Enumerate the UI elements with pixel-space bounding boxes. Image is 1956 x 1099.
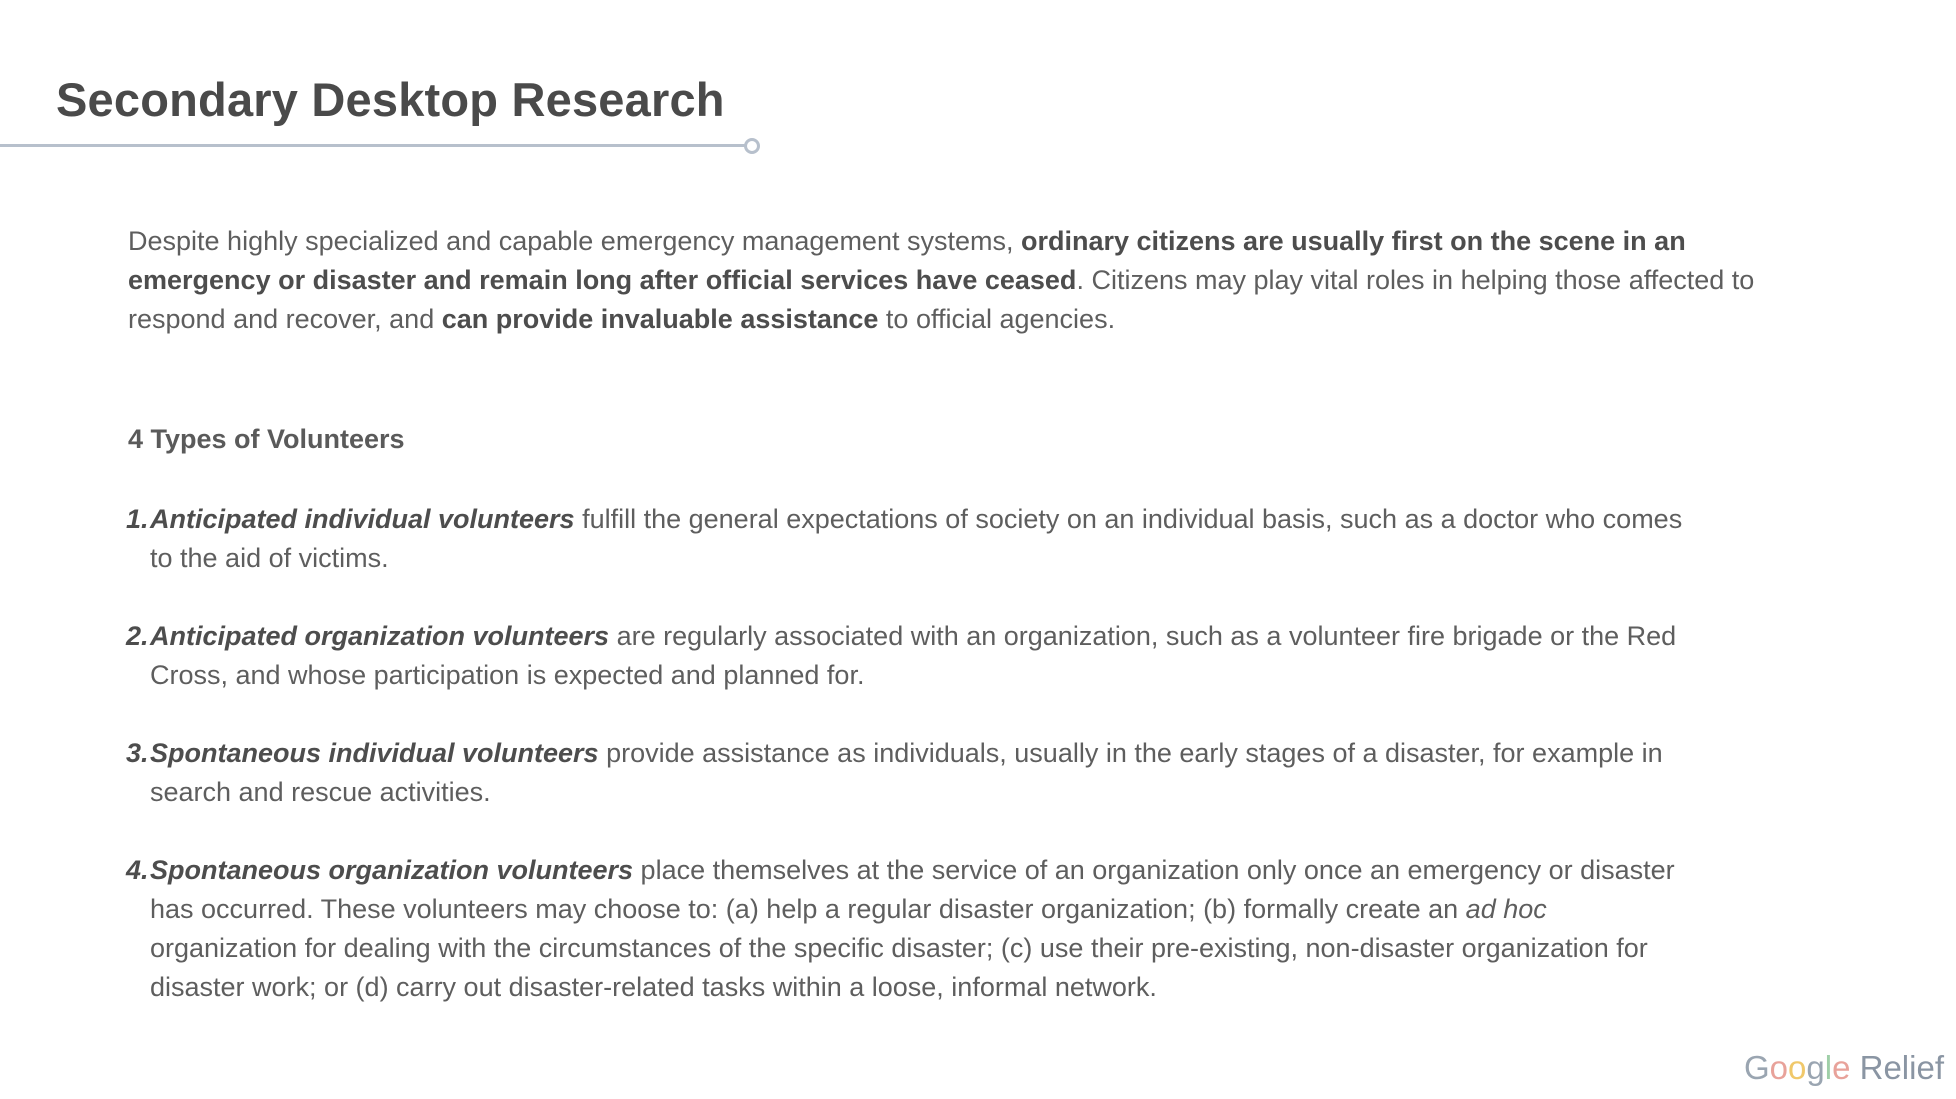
intro-bold-2: can provide invaluable assistance bbox=[441, 304, 879, 334]
type-term: Anticipated individual volunteers bbox=[150, 504, 575, 534]
type-number: 3. bbox=[126, 738, 149, 768]
google-relief-logo: Google Relief bbox=[1744, 1049, 1944, 1086]
types-heading: 4 Types of Volunteers bbox=[128, 424, 405, 454]
volunteer-type-item bbox=[126, 851, 1686, 1007]
type-description: fulfill the general expectations of society on an individual basis, such as a doctor who comes to the aid of victims. bbox=[150, 504, 1683, 573]
title-underline-end-circle bbox=[744, 138, 760, 154]
intro-paragraph bbox=[128, 222, 1828, 339]
type-description-continued: organization for dealing with the circumstances of the specific disaster; (c) use their pre-existing, non-disaster organization for disaster work; or (d) carry out disaster-related tasks within a loose, informal network. bbox=[150, 933, 1648, 1002]
slide-title: Secondary Desktop Research bbox=[56, 73, 725, 126]
volunteer-types-list bbox=[126, 500, 1686, 1046]
intro-bold-1: ordinary citizens are usually first on the scene in an emergency or disaster and remain long after official services have ceased bbox=[128, 226, 1686, 295]
type-number: 2. bbox=[126, 621, 149, 651]
type-number: 1. bbox=[126, 504, 149, 534]
volunteer-type-item bbox=[126, 617, 1686, 695]
intro-text-3: to official agencies. bbox=[878, 304, 1116, 334]
volunteer-type-item bbox=[126, 500, 1686, 578]
title-underline bbox=[0, 144, 752, 147]
type-description: provide assistance as individuals, usually in the early stages of a disaster, for example in search and rescue activities. bbox=[150, 738, 1663, 807]
type-description: place themselves at the service of an organization only once an emergency or disaster has occurred. These volunteers may choose to: (a) help a regular disaster organization; (b) formally create an bbox=[150, 855, 1675, 924]
intro-text-1: Despite highly specialized and capable emergency management systems, bbox=[128, 226, 1021, 256]
type-term: Spontaneous individual volunteers bbox=[150, 738, 599, 768]
type-description: are regularly associated with an organization, such as a volunteer fire brigade or the Red Cross, and whose participation is expected and planned for. bbox=[150, 621, 1677, 690]
intro-text-2: . Citizens may play vital roles in helping those affected to respond and recover, and bbox=[128, 265, 1755, 334]
volunteer-type-item bbox=[126, 734, 1686, 812]
type-description-italic: ad hoc bbox=[1465, 894, 1547, 924]
type-term: Spontaneous organization volunteers bbox=[150, 855, 634, 885]
type-term: Anticipated organization volunteers bbox=[150, 621, 610, 651]
type-number: 4. bbox=[126, 855, 149, 885]
